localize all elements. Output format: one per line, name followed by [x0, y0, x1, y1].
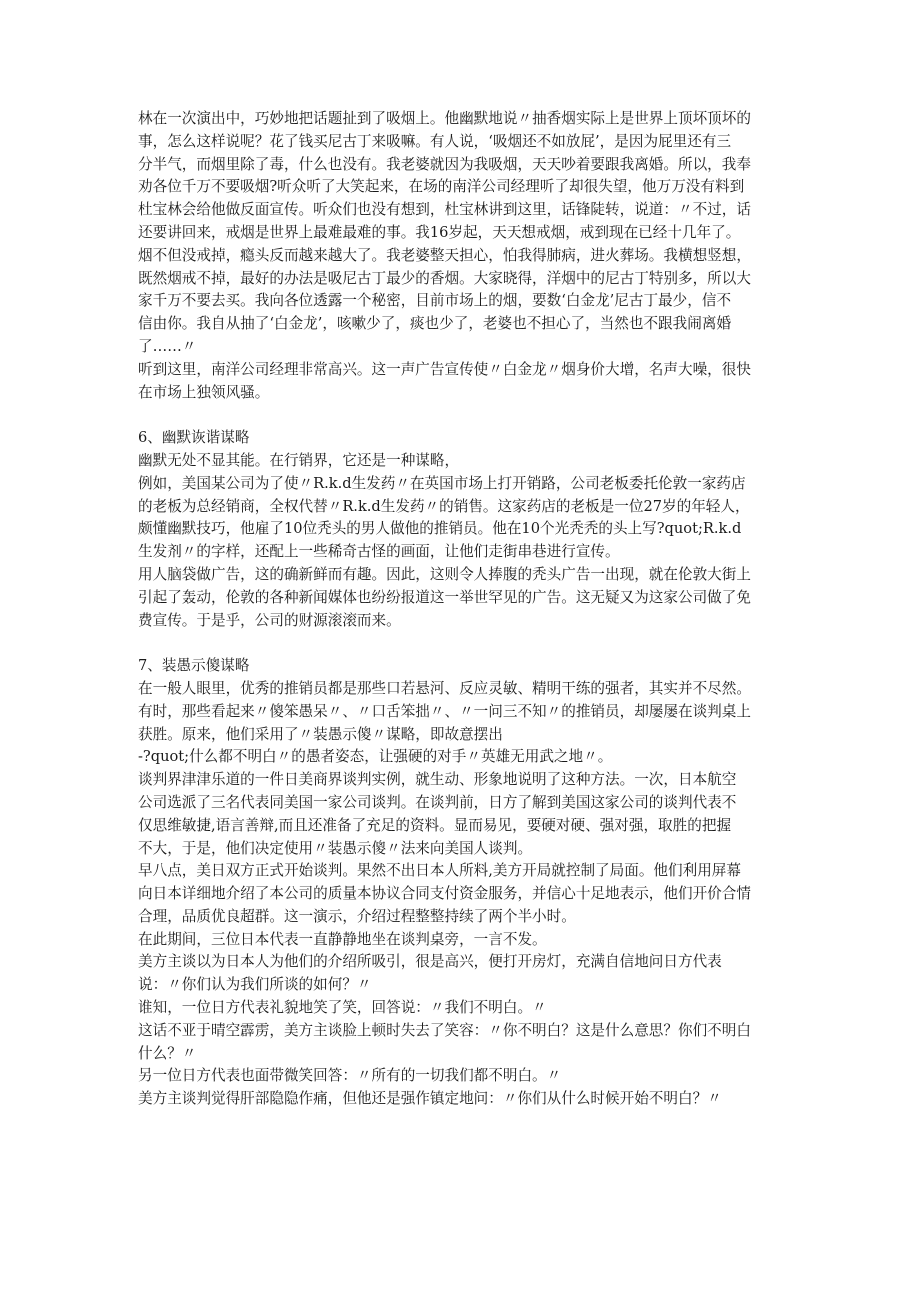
paragraph-line: 公司选派了三名代表同美国一家公司谈判。在谈判前，日方了解到美国这家公司的谈判代表不 [138, 793, 737, 811]
paragraph-line: 另一位日方代表也面带微笑回答：〃所有的一切我们都不明白。〃 [138, 1067, 562, 1085]
paragraph-line: 有时，那些看起来〃傻笨愚呆〃、〃口舌笨拙〃、〃一问三不知〃的推销员，却屡屡在谈判桌上 [138, 702, 751, 720]
paragraph-line: 林在一次演出中，巧妙地把话题扯到了吸烟上。他幽默地说〃抽香烟实际上是世界上顶坏顶坏的 [138, 110, 751, 127]
paragraph-line: 杜宝林会给他做反面宣传。听众们也没有想到，杜宝林讲到这里，话锋陡转，说道：〃不过，话 [138, 201, 751, 219]
paragraph-line: 颇懂幽默技巧，他雇了10位秃头的男人做他的推销员。他在10个光秃秃的头上写?quot;R.k.d [138, 520, 742, 538]
paragraph-line: 什么？〃 [138, 1044, 197, 1062]
section-feign-foolishness-strategy [138, 655, 820, 1111]
paragraph-line: 还要讲回来，戒烟是世界上最难最难的事。我16岁起，天天想戒烟，戒到现在已经十几年了。 [138, 223, 741, 241]
paragraph-line: 信由你。我自从抽了‘白金龙’，咳嗽少了，痰也少了，老婆也不担心了，当然也不跟我闹离婚 [138, 315, 732, 333]
paragraph-line: 了……〃 [138, 337, 197, 355]
section-spacer [138, 404, 820, 427]
paragraph-line: 在一般人眼里，优秀的推销员都是那些口若悬河、反应灵敏、精明干练的强者，其实并不尽然。 [138, 679, 751, 697]
paragraph-line: 美方主谈以为日本人为他们的介绍所吸引，很是高兴，便打开房灯，充满自信地问日方代表 [138, 953, 722, 971]
paragraph-line: 听到这里，南洋公司经理非常高兴。这一声广告宣传使〃白金龙〃烟身价大增，名声大噪，很快 [138, 360, 751, 378]
section-spacer [138, 632, 820, 655]
paragraph-line: 事，怎么这样说呢？花了钱买尼古丁来吸嘛。有人说，‘吸烟还不如放屁’，是因为屁里还有三 [138, 132, 732, 150]
paragraph-line: 美方主谈判觉得肝部隐隐作痛，但他还是强作镇定地问：〃你们从什么时候开始不明白？〃 [138, 1090, 722, 1108]
paragraph-line: 用人脑袋做广告，这的确新鲜而有趣。因此，这则令人捧腹的秃头广告一出现，就在伦敦大街上 [138, 565, 751, 583]
section-heading: 7、装愚示傻谋略 [138, 657, 250, 675]
paragraph-line: 说：〃你们认为我们所谈的如何？〃 [138, 976, 372, 994]
story-block [138, 108, 820, 404]
paragraph-line: 在市场上独领风骚。 [138, 383, 270, 401]
paragraph-line: 向日本详细地介绍了本公司的质量本协议合同支付资金服务，并信心十足地表示，他们开价合情 [138, 885, 751, 903]
paragraph-line: 分半气，而烟里除了毒，什么也没有。我老婆就因为我吸烟，天天吵着要跟我离婚。所以，我奉 [138, 155, 751, 173]
section-humor-strategy [138, 427, 820, 632]
paragraph-line: 例如，美国某公司为了使〃R.k.d生发药〃在英国市场上打开销路，公司老板委托伦敦一家药店 [138, 474, 746, 492]
paragraph-line: -?quot;什么都不明白〃的愚者姿态，让强硬的对手〃英雄无用武之地〃。 [138, 748, 613, 766]
paragraph-line: 既然烟戒不掉，最好的办法是吸尼古丁最少的香烟。大家晓得，洋烟中的尼古丁特别多，所以大 [138, 269, 751, 287]
paragraph-line: 获胜。原来，他们采用了〃装愚示傻〃谋略，即故意摆出 [138, 725, 503, 743]
paragraph-line: 家千万不要去买。我向各位透露一个秘密，目前市场上的烟，要数‘白金龙’尼古丁最少，信不 [138, 292, 732, 310]
paragraph-line: 引起了轰动，伦敦的各种新闻媒体也纷纷报道这一举世罕见的广告。这无疑又为这家公司做了免 [138, 588, 751, 606]
paragraph-line: 早八点，美日双方正式开始谈判。果然不出日本人所料,美方开局就控制了局面。他们利用屏幕 [138, 862, 741, 880]
paragraph-line: 谁知，一位日方代表礼貌地笑了笑，回答说：〃我们不明白。〃 [138, 999, 547, 1017]
paragraph-line: 烟不但没戒掉，瘾头反而越来越大了。我老婆整天担心，怕我得肺病，进火葬场。我横想竖想， [138, 246, 751, 264]
paragraph-line: 谈判界津津乐道的一件日美商界谈判实例，就生动、形象地说明了这种方法。一次，日本航空 [138, 771, 737, 789]
paragraph-line: 幽默无处不显其能。在行销界，它还是一种谋略， [138, 451, 460, 469]
section-heading: 6、幽默诙谐谋略 [138, 429, 250, 447]
paragraph-line: 的老板为总经销商，全权代替〃R.k.d生发药〃的销售。这家药店的老板是一位27岁的年轻人， [138, 497, 750, 515]
paragraph-line: 不大，于是，他们决定使用〃装愚示傻〃法来向美国人谈判。 [138, 839, 533, 857]
paragraph-line: 费宣传。于是乎，公司的财源滚滚而来。 [138, 611, 401, 629]
paragraph-line: 生发剂〃的字样，还配上一些稀奇古怪的画面，让他们走街串巷进行宣传。 [138, 543, 620, 561]
paragraph-line: 劝各位千万不要吸烟?听众听了大笑起来，在场的南洋公司经理听了却很失望，他万万没有料到 [138, 178, 745, 196]
paragraph-line: 仅思维敏捷,语言善辩,而且还准备了充足的资料。显而易见，要硬对硬、强对强，取胜的把握 [138, 816, 732, 834]
paragraph-line: 合理，品质优良超群。这一演示，介绍过程整整持续了两个半小时。 [138, 907, 576, 925]
paragraph-line: 这话不亚于晴空霹雳，美方主谈脸上顿时失去了笑容：〃你不明白？这是什么意思？你们不明白 [138, 1021, 751, 1039]
paragraph-line: 在此期间，三位日本代表一直静静地坐在谈判桌旁，一言不发。 [138, 930, 547, 948]
